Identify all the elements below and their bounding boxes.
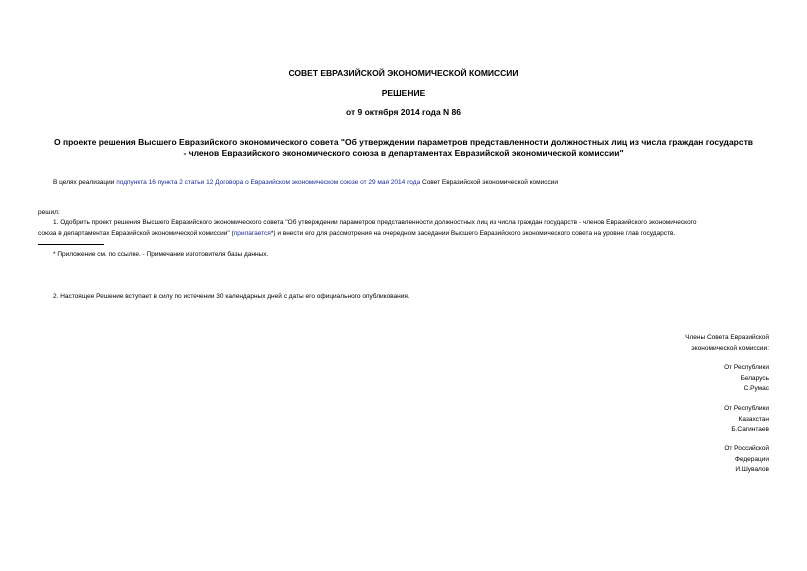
signature-block-belarus (724, 363, 769, 395)
signatures-council (685, 333, 769, 354)
title-line-2: - членов Евразийского экономического союза в департаментах Евразийской экономической комиссии" (183, 148, 624, 158)
treaty-link[interactable]: подпункта 16 пункта 2 статьи 12 Договора о Евразийском экономическом союзе от 29 мая 2014 года (116, 179, 421, 186)
signature-country-line-2: Беларусь (740, 374, 769, 382)
point-2: 2. Настоящее Решение вступает в силу по истечении 30 календарных дней с даты его официального опубликования. (53, 293, 410, 300)
resolved-label: решил: (38, 209, 60, 216)
attachment-link[interactable]: прилагается (233, 230, 271, 237)
signature-name: С.Румас (743, 385, 769, 392)
signature-country-line-1: От Российской (724, 445, 769, 452)
footnote: * Приложение см. по ссылке. - Примечание изготовителя базы данных. (53, 251, 269, 258)
title-line-1: О проекте решения Высшего Евразийского экономического совета "Об утверждении параметров представленности должностных лиц из числа граждан государств (53, 137, 753, 147)
council-line-2: экономической комиссии: (691, 344, 769, 352)
signature-name: Б.Сагинтаев (731, 426, 769, 433)
footnote-divider (38, 244, 104, 245)
signature-country-line-2: Федерации (734, 455, 769, 463)
point-1-line-2-suffix: *) и внести его для рассмотрения на очередном заседании Высшего Евразийского экономического совета на уровне глав государств. (270, 230, 676, 237)
signature-country-line-1: От Республики (724, 405, 769, 412)
signature-block-russia (724, 444, 769, 476)
preamble-prefix: В целях реализации (53, 179, 117, 186)
council-line-1: Члены Совета Евразийской (685, 334, 769, 341)
signature-country-line-1: От Республики (724, 364, 769, 371)
preamble-suffix: Совет Евразийской экономической комиссии (420, 179, 559, 186)
date-number-heading: от 9 октября 2014 года N 86 (345, 107, 462, 117)
doc-type-heading: РЕШЕНИЕ (381, 88, 426, 98)
signature-block-kazakhstan (724, 404, 769, 436)
point-1-line-2 (38, 229, 675, 238)
preamble (53, 178, 558, 187)
org-heading: СОВЕТ ЕВРАЗИЙСКОЙ ЭКОНОМИЧЕСКОЙ КОМИССИИ (288, 68, 519, 78)
point-1-line-1: 1. Одобрить проект решения Высшего Евразийского экономического совета "Об утверждении параметров представленности должностных лиц из числа граждан государств - членов Евразийского экономического (53, 219, 697, 226)
point-1-line-2-prefix: союза в департаментах Евразийской экономической комиссии" ( (38, 230, 234, 237)
signature-name: И.Шувалов (735, 466, 769, 473)
signature-country-line-2: Казахстан (738, 415, 769, 423)
